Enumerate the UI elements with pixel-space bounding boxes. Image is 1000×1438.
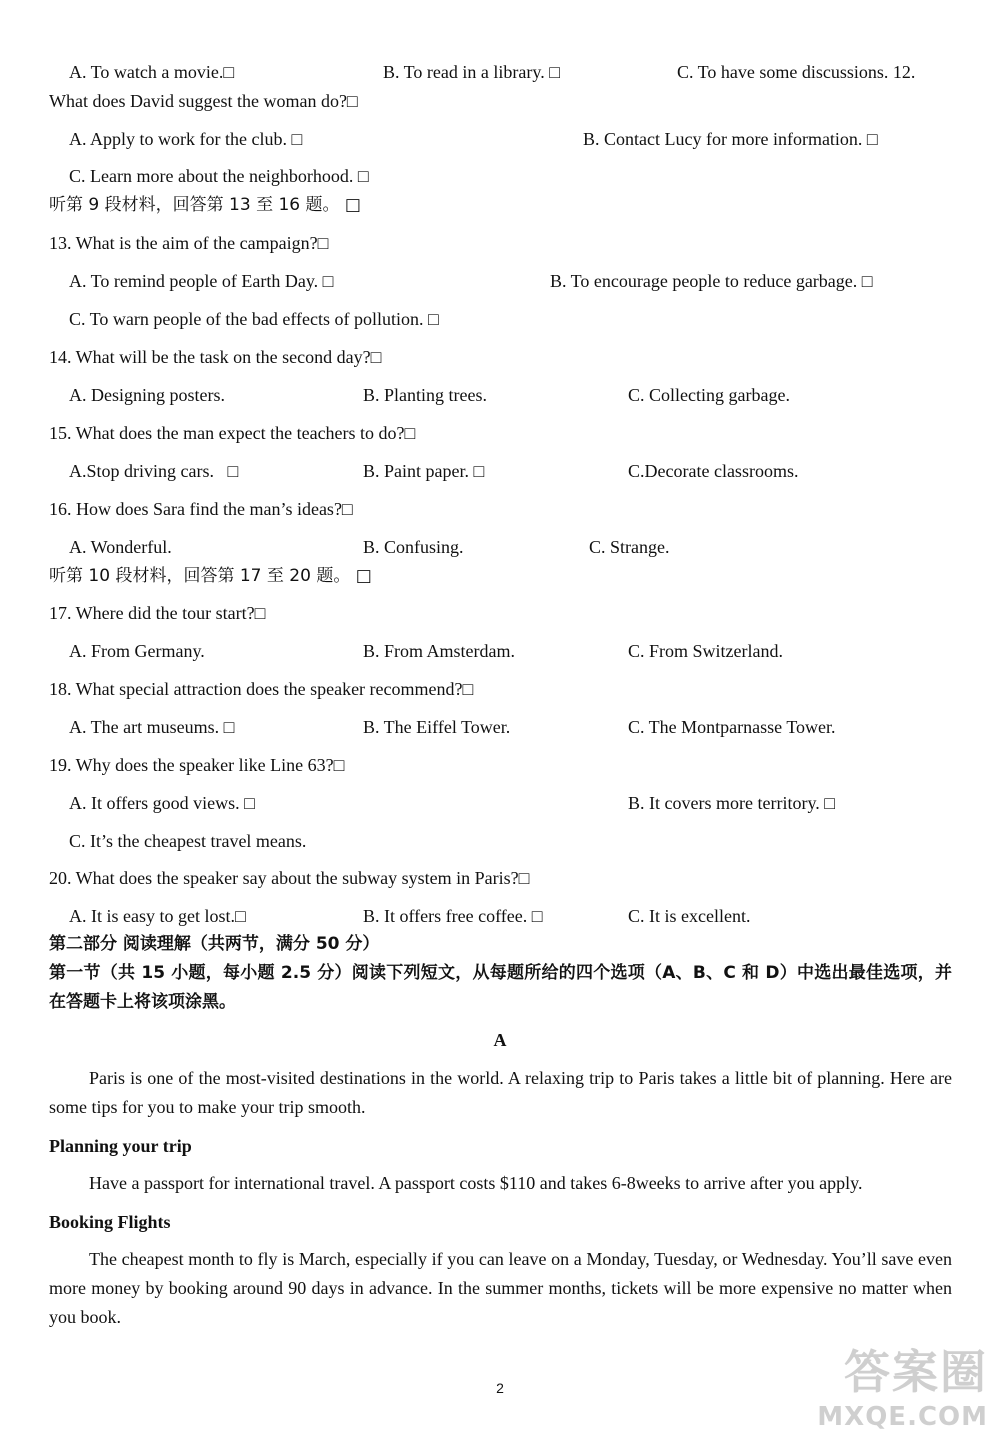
heading-flights: Booking Flights	[49, 1212, 171, 1232]
passage-letter: A	[493, 1030, 507, 1050]
q17-option-a: A. From Germany.	[69, 641, 205, 661]
q15-option-a: A.Stop driving cars. □	[69, 461, 239, 481]
q12-option-b: B. Contact Lucy for more information. □	[583, 129, 878, 149]
q20-option-a: A. It is easy to get lost.□	[69, 906, 246, 926]
q19-option-c: C. It’s the cheapest travel means.	[69, 831, 307, 851]
q16-option-b: B. Confusing.	[363, 537, 464, 557]
q16-question: 16. How does Sara find the man’s ideas?□	[49, 499, 353, 519]
paragraph-planning: Have a passport for international travel. A passport costs $110 and takes 6-8weeks to arrive after you apply.	[89, 1173, 863, 1193]
q11-option-b: B. To read in a library. □	[383, 62, 561, 82]
q11-option-a: A. To watch a movie.□	[69, 62, 235, 82]
part-2-instructions: 第一节（共 15 小题，每小题 2.5 分）阅读下列短文，从每题所给的四个选项（A、B、C 和 D）中选出最佳选项，并在答题卡上将该项涂黑。	[49, 963, 952, 1012]
q14-option-b: B. Planting trees.	[363, 385, 487, 405]
q12-option-a: A. Apply to work for the club. □	[69, 129, 303, 149]
q17-option-c: C. From Switzerland.	[628, 641, 783, 661]
section-10-instruction: 听第 10 段材料，回答第 17 至 20 题。 □	[49, 566, 372, 586]
q14-option-a: A. Designing posters.	[69, 385, 225, 405]
watermark-url: MXQE.COM	[817, 1402, 988, 1432]
q18-option-b: B. The Eiffel Tower.	[363, 717, 511, 737]
q13-option-c: C. To warn people of the bad effects of pollution. □	[69, 309, 439, 329]
paragraph-flights: The cheapest month to fly is March, especially if you can leave on a Monday, Tuesday, or Wednesday. You’ll save even more money by booking around 90 days in advance. In the summer months, tickets will be more expensive no matter when you book.	[49, 1249, 952, 1327]
q16-option-c: C. Strange.	[589, 537, 670, 557]
q11-option-c: C. To have some discussions. 12.	[677, 62, 916, 82]
q18-question: 18. What special attraction does the speaker recommend?□	[49, 679, 474, 699]
q20-question: 20. What does the speaker say about the subway system in Paris?□	[49, 868, 530, 888]
watermark	[817, 1336, 988, 1432]
q12-option-c: C. Learn more about the neighborhood. □	[69, 166, 369, 186]
page-number: 2	[496, 1380, 504, 1396]
q14-question: 14. What will be the task on the second day?□	[49, 347, 382, 367]
q18-option-a: A. The art museums. □	[69, 717, 235, 737]
q16-option-a: A. Wonderful.	[69, 537, 172, 557]
q15-option-c: C.Decorate classrooms.	[628, 461, 799, 481]
q19-option-b: B. It covers more territory. □	[628, 793, 836, 813]
q12-question: What does David suggest the woman do?□	[49, 91, 358, 111]
q13-question: 13. What is the aim of the campaign?□	[49, 233, 329, 253]
q15-question: 15. What does the man expect the teachers to do?□	[49, 423, 416, 443]
watermark-logo: 答案圈	[844, 1345, 988, 1399]
part-2-title: 第二部分 阅读理解（共两节，满分 50 分）	[49, 934, 380, 954]
q13-option-b: B. To encourage people to reduce garbage. □	[550, 271, 873, 291]
q19-question: 19. Why does the speaker like Line 63?□	[49, 755, 345, 775]
q20-option-b: B. It offers free coffee. □	[363, 906, 543, 926]
heading-planning: Planning your trip	[49, 1136, 192, 1156]
q15-option-b: B. Paint paper. □	[363, 461, 485, 481]
q19-option-a: A. It offers good views. □	[69, 793, 256, 813]
q17-option-b: B. From Amsterdam.	[363, 641, 515, 661]
q14-option-c: C. Collecting garbage.	[628, 385, 790, 405]
q20-option-c: C. It is excellent.	[628, 906, 751, 926]
q13-option-a: A. To remind people of Earth Day. □	[69, 271, 334, 291]
passage-intro: Paris is one of the most-visited destinations in the world. A relaxing trip to Paris takes a little bit of planning. Here are some tips for you to make your trip smooth.	[49, 1068, 952, 1117]
q18-option-c: C. The Montparnasse Tower.	[628, 717, 836, 737]
q17-question: 17. Where did the tour start?□	[49, 603, 266, 623]
section-9-instruction: 听第 9 段材料，回答第 13 至 16 题。 □	[49, 195, 361, 215]
